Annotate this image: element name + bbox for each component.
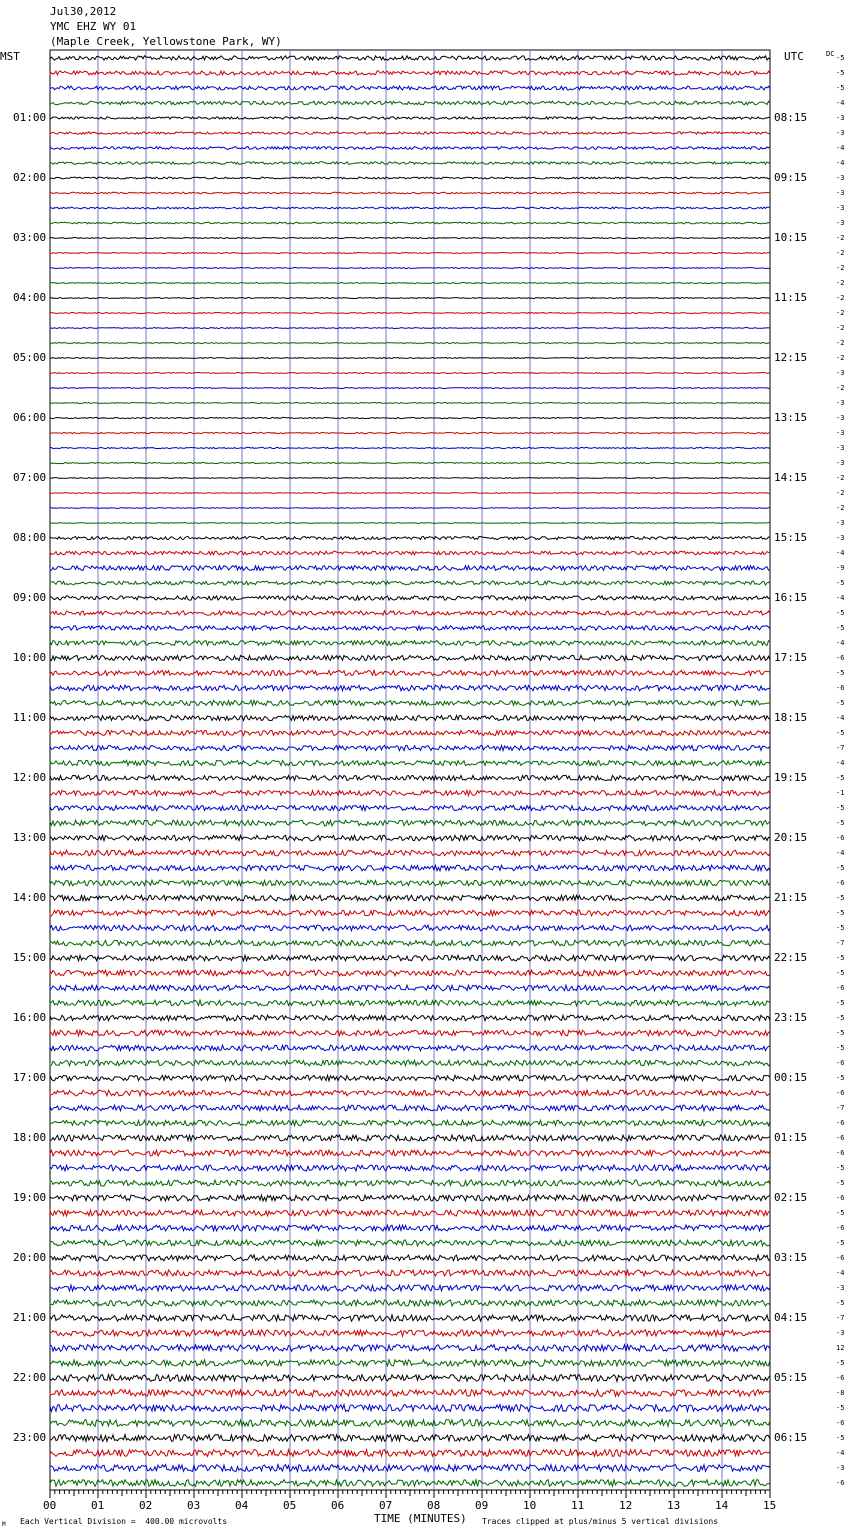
utc-hour-label: 05:15: [774, 1371, 808, 1384]
seismic-trace: [50, 805, 770, 810]
dc-offset-label: -6: [836, 834, 845, 842]
seismic-trace: [50, 147, 770, 150]
mst-hour-label: 09:00: [13, 591, 47, 604]
utc-hour-label: 06:15: [774, 1431, 808, 1444]
seismic-trace: [50, 493, 770, 494]
seismic-trace: [50, 343, 770, 344]
seismic-trace: [50, 1480, 770, 1487]
seismic-trace: [50, 1180, 770, 1186]
dc-offset-label: -5: [836, 864, 845, 872]
dc-offset-label: -3: [836, 204, 845, 212]
dc-offset-label: -5: [836, 54, 845, 62]
seismic-trace: [50, 417, 770, 418]
x-tick-label: 14: [715, 1499, 729, 1512]
seismic-trace: [50, 1240, 770, 1246]
seismic-trace: [50, 238, 770, 239]
seismic-trace: [50, 760, 770, 765]
utc-hour-label: 22:15: [774, 951, 808, 964]
dc-offset-label: 12: [836, 1344, 845, 1352]
seismic-trace: [50, 162, 770, 165]
dc-offset-label: -6: [836, 1224, 845, 1232]
mst-hour-label: 02:00: [13, 171, 47, 184]
utc-hour-label: 19:15: [774, 771, 808, 784]
mst-hour-label: 01:00: [13, 111, 47, 124]
clip-note: Traces clipped at plus/minus 5 vertical divisions: [482, 1517, 719, 1526]
dc-offset-label: -6: [836, 1089, 845, 1097]
station-code: YMC EHZ WY 01: [50, 20, 137, 33]
seismic-trace: [50, 536, 770, 539]
utc-hour-label: 15:15: [774, 531, 808, 544]
corner-mark: M: [2, 1521, 6, 1528]
dc-offset-label: -5: [836, 699, 845, 707]
seismic-trace: [50, 641, 770, 646]
mst-hour-label: 07:00: [13, 471, 47, 484]
dc-offset-label: -2: [836, 474, 845, 482]
mst-hour-label: 05:00: [13, 351, 47, 364]
dc-offset-label: -3: [836, 114, 845, 122]
dc-offset-label: -5: [836, 579, 845, 587]
left-axis-title: MST: [0, 50, 20, 63]
seismic-trace: [50, 730, 770, 735]
utc-hour-label: 08:15: [774, 111, 808, 124]
mst-hour-label: 11:00: [13, 711, 47, 724]
seismic-trace: [50, 86, 770, 90]
dc-offset-label: -5: [836, 1044, 845, 1052]
dc-offset-label: -3: [836, 429, 845, 437]
utc-hour-label: 23:15: [774, 1011, 808, 1024]
mst-hour-label: 23:00: [13, 1431, 47, 1444]
seismic-trace: [50, 1315, 770, 1321]
dc-offset-label: -5: [836, 1299, 845, 1307]
mst-hour-label: 15:00: [13, 951, 47, 964]
seismic-trace: [50, 655, 770, 660]
seismic-trace: [50, 790, 770, 795]
seismic-trace: [50, 117, 770, 119]
seismic-trace: [50, 1135, 770, 1141]
x-tick-label: 09: [475, 1499, 489, 1512]
seismic-trace: [50, 192, 770, 194]
seismic-trace: [50, 700, 770, 705]
seismic-trace: [50, 222, 770, 224]
dc-offset-label: -2: [836, 354, 845, 362]
dc-offset-label: -6: [836, 654, 845, 662]
seismic-trace: [50, 1450, 770, 1457]
utc-hour-label: 14:15: [774, 471, 808, 484]
dc-offset-label: -4: [836, 714, 845, 722]
dc-offset-label: -2: [836, 339, 845, 347]
dc-offset-label: -4: [836, 594, 845, 602]
dc-offset-label: -4: [836, 759, 845, 767]
seismic-trace: [50, 1330, 770, 1336]
dc-offset-label: -3: [836, 519, 845, 527]
seismic-trace: [50, 1030, 770, 1036]
dc-offset-label: -5: [836, 1164, 845, 1172]
utc-hour-label: 18:15: [774, 711, 808, 724]
seismic-trace: [50, 1270, 770, 1276]
seismic-trace: [50, 268, 770, 269]
seismic-trace: [50, 447, 770, 448]
seismic-trace: [50, 1090, 770, 1096]
seismic-trace: [50, 1075, 770, 1081]
seismic-trace: [50, 478, 770, 479]
dc-offset-label: -4: [836, 144, 845, 152]
seismic-trace: [50, 611, 770, 615]
utc-hour-label: 02:15: [774, 1191, 808, 1204]
dc-offset-label: -2: [836, 504, 845, 512]
mst-hour-label: 17:00: [13, 1071, 47, 1084]
mst-hour-label: 03:00: [13, 231, 47, 244]
dc-offset-label: -2: [836, 264, 845, 272]
dc-axis-title: DC: [826, 50, 835, 58]
seismic-trace: [50, 508, 770, 509]
dc-offset-label: -2: [836, 489, 845, 497]
dc-offset-label: -4: [836, 99, 845, 107]
seismic-trace: [50, 1150, 770, 1156]
mst-hour-label: 14:00: [13, 891, 47, 904]
mst-hour-label: 12:00: [13, 771, 47, 784]
dc-offset-label: -5: [836, 84, 845, 92]
plot-frame: [50, 50, 770, 1490]
dc-offset-label: -3: [836, 369, 845, 377]
seismic-trace: [50, 177, 770, 179]
utc-hour-label: 10:15: [774, 231, 808, 244]
mst-hour-label: 13:00: [13, 831, 47, 844]
mst-hour-label: 22:00: [13, 1371, 47, 1384]
utc-hour-label: 04:15: [774, 1311, 808, 1324]
seismic-trace: [50, 551, 770, 555]
dc-offset-label: -4: [836, 1269, 845, 1277]
dc-offset-label: -3: [836, 174, 845, 182]
seismic-trace: [50, 523, 770, 524]
seismic-trace: [50, 313, 770, 314]
dc-offset-label: -4: [836, 1449, 845, 1457]
dc-offset-label: -2: [836, 324, 845, 332]
dc-offset-label: -3: [836, 1284, 845, 1292]
dc-offset-label: -7: [836, 744, 845, 752]
mst-hour-label: 06:00: [13, 411, 47, 424]
dc-offset-label: -6: [836, 1119, 845, 1127]
x-tick-label: 12: [619, 1499, 633, 1512]
seismic-trace: [50, 895, 770, 901]
x-axis-title: TIME (MINUTES): [374, 1512, 467, 1525]
seismic-trace: [50, 462, 770, 463]
dc-offset-label: -6: [836, 984, 845, 992]
utc-hour-label: 11:15: [774, 291, 808, 304]
dc-offset-label: -7: [836, 939, 845, 947]
seismic-trace: [50, 1000, 770, 1006]
seismic-trace: [50, 1420, 770, 1427]
dc-offset-label: -3: [836, 219, 845, 227]
mst-hour-label: 18:00: [13, 1131, 47, 1144]
seismic-trace: [50, 566, 770, 571]
seismic-trace: [50, 1285, 770, 1291]
seismic-trace: [50, 775, 770, 780]
seismic-trace: [50, 685, 770, 691]
utc-hour-label: 16:15: [774, 591, 808, 604]
mst-hour-label: 20:00: [13, 1251, 47, 1264]
seismic-trace: [50, 373, 770, 374]
dc-offset-label: -6: [836, 1374, 845, 1382]
seismic-trace: [50, 1225, 770, 1231]
utc-hour-label: 13:15: [774, 411, 808, 424]
dc-offset-label: -5: [836, 969, 845, 977]
seismic-trace: [50, 970, 770, 976]
x-tick-label: 04: [235, 1499, 249, 1512]
dc-offset-label: -6: [836, 1479, 845, 1487]
seismic-trace: [50, 1345, 770, 1351]
x-tick-label: 15: [763, 1499, 777, 1512]
seismic-trace: [50, 581, 770, 585]
seismic-trace: [50, 132, 770, 134]
mst-hour-label: 21:00: [13, 1311, 47, 1324]
seismic-trace: [50, 388, 770, 389]
seismic-trace: [50, 432, 770, 433]
seismic-trace: [50, 1360, 770, 1366]
dc-offset-label: -6: [836, 879, 845, 887]
dc-offset-label: -6: [836, 1134, 845, 1142]
seismic-trace: [50, 207, 770, 209]
dc-offset-label: -4: [836, 549, 845, 557]
dc-offset-label: -5: [836, 1239, 845, 1247]
scale-note: Each Vertical Division = 400.00 microvolts: [20, 1517, 228, 1526]
utc-hour-label: 20:15: [774, 831, 808, 844]
dc-offset-label: -5: [836, 909, 845, 917]
station-location: (Maple Creek, Yellowstone Park, WY): [50, 35, 282, 48]
right-axis-title: UTC: [784, 50, 804, 63]
dc-offset-label: -6: [836, 684, 845, 692]
dc-offset-label: -2: [836, 384, 845, 392]
seismic-trace: [50, 820, 770, 826]
seismic-trace: [50, 940, 770, 946]
seismic-trace: [50, 925, 770, 931]
utc-hour-label: 00:15: [774, 1071, 808, 1084]
dc-offset-label: -2: [836, 249, 845, 257]
x-tick-label: 05: [283, 1499, 297, 1512]
dc-offset-label: -5: [836, 729, 845, 737]
seismic-trace: [50, 1390, 770, 1397]
dc-offset-label: -5: [836, 819, 845, 827]
dc-offset-label: -5: [836, 774, 845, 782]
seismic-trace: [50, 328, 770, 329]
dc-offset-label: -5: [836, 609, 845, 617]
seismic-trace: [50, 283, 770, 284]
seismic-trace: [50, 715, 770, 720]
dc-offset-label: -3: [836, 1464, 845, 1472]
x-tick-label: 01: [91, 1499, 105, 1512]
seismic-trace: [50, 1375, 770, 1382]
dc-offset-label: -1: [836, 789, 845, 797]
x-tick-label: 13: [667, 1499, 681, 1512]
seismic-trace: [50, 1300, 770, 1306]
dc-offset-label: -2: [836, 234, 845, 242]
dc-offset-label: -5: [836, 624, 845, 632]
x-tick-label: 03: [187, 1499, 201, 1512]
seismic-trace: [50, 955, 770, 961]
dc-offset-label: -6: [836, 1194, 845, 1202]
dc-offset-label: -5: [836, 1359, 845, 1367]
seismic-trace: [50, 1105, 770, 1111]
dc-offset-label: -5: [836, 1434, 845, 1442]
dc-offset-label: -6: [836, 1254, 845, 1262]
seismic-trace: [50, 1435, 770, 1442]
dc-offset-label: -5: [836, 669, 845, 677]
dc-offset-label: -5: [836, 1404, 845, 1412]
dc-offset-label: -5: [836, 69, 845, 77]
utc-hour-label: 03:15: [774, 1251, 808, 1264]
dc-offset-label: -5: [836, 894, 845, 902]
seismic-trace: [50, 745, 770, 750]
seismic-trace: [50, 910, 770, 916]
seismic-trace: [50, 850, 770, 856]
seismic-trace: [50, 253, 770, 254]
seismic-trace: [50, 1060, 770, 1066]
dc-offset-label: -5: [836, 999, 845, 1007]
seismic-trace: [50, 101, 770, 105]
utc-hour-label: 09:15: [774, 171, 808, 184]
utc-hour-label: 17:15: [774, 651, 808, 664]
seismic-trace: [50, 985, 770, 991]
utc-hour-label: 12:15: [774, 351, 808, 364]
dc-offset-label: -5: [836, 1179, 845, 1187]
seismic-trace: [50, 298, 770, 299]
x-tick-label: 02: [139, 1499, 153, 1512]
dc-offset-label: -3: [836, 414, 845, 422]
x-tick-label: 10: [523, 1499, 537, 1512]
dc-offset-label: -3: [836, 1329, 845, 1337]
seismic-trace: [50, 865, 770, 871]
dc-offset-label: -3: [836, 534, 845, 542]
record-date: Jul30,2012: [50, 5, 117, 18]
dc-offset-label: -2: [836, 309, 845, 317]
dc-offset-label: -4: [836, 639, 845, 647]
mst-hour-label: 08:00: [13, 531, 47, 544]
dc-offset-label: -6: [836, 1419, 845, 1427]
x-tick-label: 06: [331, 1499, 345, 1512]
dc-offset-label: -3: [836, 444, 845, 452]
seismic-trace: [50, 1210, 770, 1216]
x-tick-label: 08: [427, 1499, 441, 1512]
dc-offset-label: -3: [836, 129, 845, 137]
seismic-trace: [50, 1195, 770, 1201]
dc-offset-label: -6: [836, 1059, 845, 1067]
dc-offset-label: -6: [836, 1149, 845, 1157]
dc-offset-label: -2: [836, 279, 845, 287]
dc-offset-label: -7: [836, 1314, 845, 1322]
x-tick-label: 11: [571, 1499, 585, 1512]
dc-offset-label: -5: [836, 954, 845, 962]
dc-offset-label: -5: [836, 1209, 845, 1217]
seismic-trace: [50, 1165, 770, 1171]
dc-offset-label: -2: [836, 294, 845, 302]
dc-offset-label: -8: [836, 1389, 845, 1397]
x-tick-label: 00: [43, 1499, 57, 1512]
seismic-trace: [50, 1255, 770, 1261]
seismic-trace: [50, 880, 770, 886]
dc-offset-label: -3: [836, 459, 845, 467]
dc-offset-label: -9: [836, 564, 845, 572]
seismic-trace: [50, 1015, 770, 1021]
dc-offset-label: -5: [836, 804, 845, 812]
dc-offset-label: -5: [836, 1074, 845, 1082]
seismic-trace: [50, 71, 770, 75]
mst-hour-label: 10:00: [13, 651, 47, 664]
seismic-trace: [50, 358, 770, 359]
seismic-trace: [50, 835, 770, 841]
x-tick-label: 07: [379, 1499, 393, 1512]
dc-offset-label: -3: [836, 399, 845, 407]
dc-offset-label: -3: [836, 189, 845, 197]
seismic-trace: [50, 1120, 770, 1126]
mst-hour-label: 04:00: [13, 291, 47, 304]
utc-hour-label: 01:15: [774, 1131, 808, 1144]
seismic-trace: [50, 670, 770, 675]
dc-offset-label: -5: [836, 1029, 845, 1037]
seismic-trace: [50, 1045, 770, 1051]
seismic-trace: [50, 596, 770, 600]
mst-hour-label: 19:00: [13, 1191, 47, 1204]
utc-hour-label: 21:15: [774, 891, 808, 904]
seismic-trace: [50, 626, 770, 630]
dc-offset-label: -5: [836, 1014, 845, 1022]
mst-hour-label: 16:00: [13, 1011, 47, 1024]
dc-offset-label: -7: [836, 1104, 845, 1112]
dc-offset-label: -4: [836, 849, 845, 857]
dc-offset-label: -4: [836, 159, 845, 167]
seismic-trace: [50, 403, 770, 404]
dc-offset-label: -5: [836, 924, 845, 932]
seismic-trace: [50, 1405, 770, 1412]
seismic-trace: [50, 1465, 770, 1472]
seismic-trace: [50, 56, 770, 60]
